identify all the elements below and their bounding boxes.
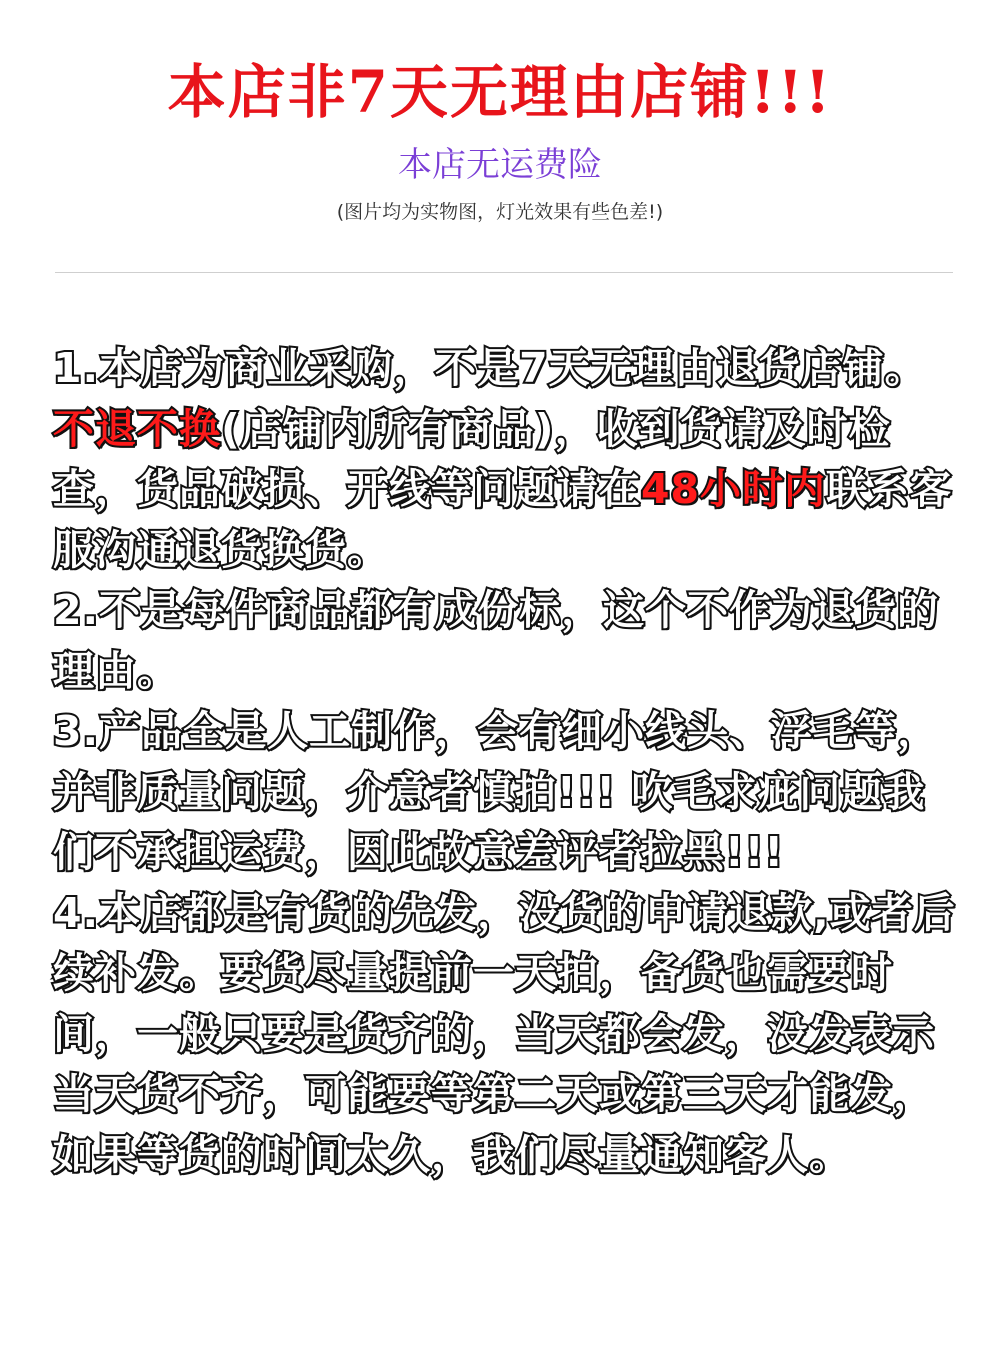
no-return-highlight: 不退不换 — [53, 404, 221, 453]
page-title: 本店非7天无理由店铺!!! — [167, 58, 833, 126]
photo-note: (图片均为实物图，灯光效果有些色差!) — [336, 201, 664, 223]
policy-item-2: 2.不是每件商品都有成份标，这个不作为退货的理由。 — [53, 586, 940, 695]
page-subtitle: 本店无运费险 — [398, 145, 602, 185]
policy-item-4: 4.本店都是有货的先发，没货的申请退款,或者后续补发。要货尽量提前一天拍，备货也需要时间，一般只要是货齐的，当天都会发，没发表示当天货不齐，可能要等第二天或第三天才能发，如果等货的时间太久，我们尽量通知客人。 — [53, 888, 956, 1179]
policy-item-1 — [53, 338, 958, 580]
divider — [55, 272, 953, 273]
store-policy-notice — [53, 338, 958, 1185]
time-limit-highlight: 48小时内 — [641, 465, 827, 513]
policy-item-1-text-c: 联系客服沟通退货换货。 — [53, 465, 953, 574]
policy-item-1-text-b: (店铺内所有商品)，收到货请及时检查，货品破损、开线等问题请在 — [53, 404, 891, 513]
policy-item-3: 3.产品全是人工制作，会有细小线头、浮毛等，并非质量问题，介意者慎拍!!! 吹毛求疵问题我们不承担运费，因此故意差评者拉黑!!! — [53, 707, 940, 876]
policy-item-1-text-a: 1.本店为商业采购，不是7天无理由退货店铺。 — [53, 344, 927, 392]
